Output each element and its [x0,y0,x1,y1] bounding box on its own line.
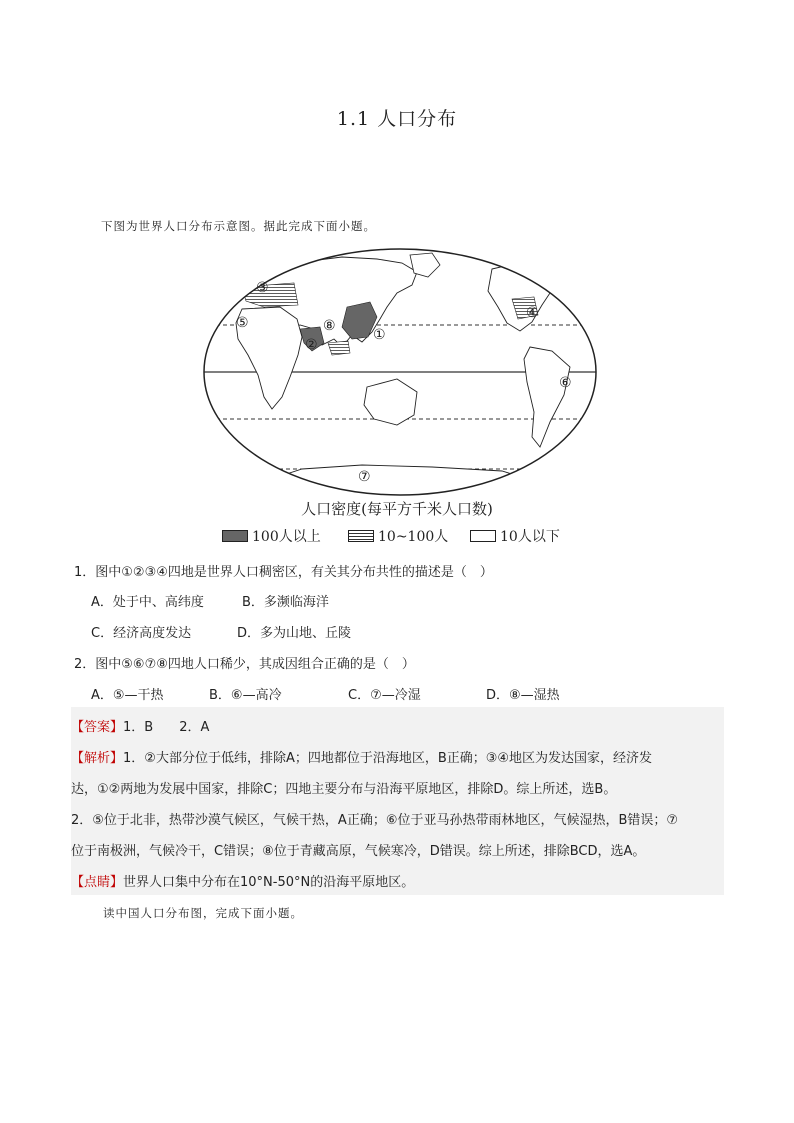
point-tag: 【点睛】 [71,875,124,890]
legend-label-medium: 10~100人 [378,529,449,545]
question-1-option-c: C．经济高度发达 [91,626,192,641]
legend-item-medium [348,526,448,546]
medium-area-europe [242,283,298,307]
map-label-5: ⑤ [236,315,249,331]
question-2-option-d: D．⑧—湿热 [486,688,560,703]
map-figure [202,247,598,497]
medium-area-southeast-asia [328,341,350,355]
greenland-landmass [410,253,440,277]
map-label-8: ⑧ [323,318,336,334]
legend-swatch-empty [470,530,496,542]
answer-tag: 【答案】 [71,720,124,735]
dense-area-east-asia [342,302,377,339]
analysis-text-2: 达，①②两地为发展中国家，排除C；四地主要分布与沿海平原地区，排除D。综上所述，选B。 [71,782,617,797]
question-2-stem: 2．图中⑤⑥⑦⑧四地人口稀少，其成因组合正确的是（ ） [74,657,415,672]
antarctica-landmass [262,465,542,497]
next-section-intro: 读中国人口分布图，完成下面小题。 [103,906,303,920]
question-2-option-c: C．⑦—冷湿 [348,688,421,703]
question-2-option-a: A．⑤—干热 [91,688,164,703]
north-america-landmass [488,262,554,331]
legend-swatch-hatched [348,530,374,542]
map-label-1: ① [373,327,386,343]
page-title: 1.1 人口分布 [336,108,458,130]
analysis-text-3: 2．⑤位于北非，热带沙漠气候区，气候干热，A正确；⑥位于亚马孙热带雨林地区，气候湿热，B错误；⑦ [71,813,679,828]
analysis-text-1: 1．②大部分位于低纬，排除A；四地都位于沿海地区，B正确；③④地区为发达国家，经济发 [123,751,653,766]
point-text: 世界人口集中分布在10°N-50°N的沿海平原地区。 [123,875,415,890]
analysis-text-4: 位于南极洲，气候冷干，C错误；⑧位于青藏高原，气候寒冷，D错误。综上所述，排除BCD，选A。 [71,844,646,859]
point-line [71,871,414,890]
legend-title: 人口密度(每平方千米人口数) [301,500,493,518]
answer-text: 1．B 2．A [123,720,210,735]
analysis-line-1 [71,747,652,766]
question-1-option-a: A．处于中、高纬度 [91,595,204,610]
legend-swatch-dark [222,530,248,542]
map-label-2: ② [305,337,318,353]
map-label-7: ⑦ [358,469,371,485]
question-1-stem: 1．图中①②③④四地是世界人口稠密区，有关其分布共性的描述是（ ） [74,565,493,580]
analysis-tag: 【解析】 [71,751,124,766]
legend-label-sparse: 10人以下 [500,529,560,545]
question-2-option-b: B．⑥—高冷 [209,688,282,703]
legend-label-dense: 100人以上 [252,529,321,545]
australia-landmass [364,379,417,425]
intro-text: 下图为世界人口分布示意图。据此完成下面小题。 [101,219,376,233]
world-population-map [202,247,598,497]
legend-item-dense [222,526,321,546]
map-label-6: ⑥ [559,375,572,391]
map-label-3: ③ [256,280,269,296]
map-label-4: ④ [526,305,539,321]
question-1-option-b: B．多濒临海洋 [242,595,329,610]
legend-item-sparse [470,526,560,546]
answer-line [71,716,209,735]
south-america-landmass [524,347,570,447]
answer-section [71,707,724,895]
question-1-option-d: D．多为山地、丘陵 [237,626,352,641]
